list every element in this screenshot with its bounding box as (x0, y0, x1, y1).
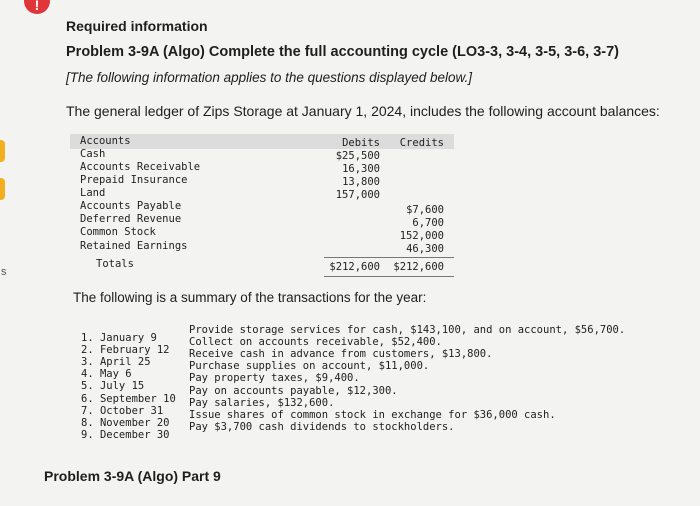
part-heading: Problem 3-9A (Algo) Part 9 (44, 468, 221, 484)
col-header-debits: Debits (342, 137, 380, 149)
transaction-date: 4. May 6 (81, 368, 132, 380)
transaction-description: Receive cash in advance from customers, $13,800. (189, 348, 493, 360)
account-name: Prepaid Insurance (80, 174, 188, 186)
credit-value: $7,600 (406, 204, 444, 216)
debit-value: $25,500 (335, 150, 380, 162)
col-header-credits: Credits (399, 137, 444, 149)
credit-value: 6,700 (412, 217, 444, 229)
account-name: Accounts Receivable (80, 161, 201, 173)
side-tab-marker[interactable] (0, 140, 5, 162)
transaction-date: 6. September 10 (81, 393, 176, 405)
account-name: Retained Earnings (80, 240, 188, 252)
account-name: Common Stock (80, 226, 156, 238)
account-name: Accounts Payable (80, 200, 182, 212)
alert-icon: ! (24, 0, 50, 14)
credit-value: 152,000 (399, 230, 444, 242)
debit-value: 157,000 (335, 189, 380, 201)
col-header-accounts: Accounts (80, 135, 131, 147)
total-rule (324, 276, 454, 277)
transaction-description: Pay $3,700 cash dividends to stockholders. (189, 421, 455, 433)
transaction-date: 7. October 31 (81, 405, 164, 417)
transaction-description: Provide storage services for cash, $143,100, and on account, $56,700. (189, 324, 626, 336)
account-name: Deferred Revenue (80, 213, 182, 225)
transaction-date: 8. November 20 (81, 417, 170, 429)
transaction-date: 1. January 9 (81, 332, 157, 344)
transaction-date: 9. December 30 (81, 429, 170, 441)
subtotal-rule (324, 257, 454, 258)
ledger-intro: The general ledger of Zips Storage at January 1, 2024, includes the following account balances: (66, 103, 660, 119)
transaction-date: 5. July 15 (81, 380, 145, 392)
transaction-description: Pay salaries, $132,600. (189, 397, 335, 409)
instruction-note: [The following information applies to the questions displayed below.] (66, 70, 472, 85)
total-credits: $212,600 (393, 261, 444, 273)
required-information-heading: Required information (66, 18, 208, 34)
transaction-description: Collect on accounts receivable, $52,400. (189, 336, 442, 348)
transaction-description: Pay on accounts payable, $12,300. (189, 385, 398, 397)
edge-text: s (1, 266, 7, 278)
side-tab-marker[interactable] (0, 178, 5, 200)
account-name: Cash (80, 148, 106, 160)
transaction-date: 3. April 25 (81, 356, 151, 368)
transactions-intro: The following is a summary of the transactions for the year: (73, 290, 427, 305)
general-ledger-table (70, 134, 454, 280)
transaction-description: Pay property taxes, $9,400. (189, 372, 360, 384)
transaction-description: Purchase supplies on account, $11,000. (189, 360, 430, 372)
debit-value: 16,300 (342, 163, 380, 175)
account-name: Land (80, 187, 106, 199)
transaction-description: Issue shares of common stock in exchange for $36,000 cash. (189, 409, 556, 421)
debit-value: 13,800 (342, 176, 380, 188)
total-debits: $212,600 (329, 261, 380, 273)
totals-label: Totals (96, 258, 134, 270)
transaction-date: 2. February 12 (81, 344, 170, 356)
problem-title: Problem 3-9A (Algo) Complete the full accounting cycle (LO3-3, 3-4, 3-5, 3-6, 3-7) (66, 44, 619, 60)
credit-value: 46,300 (406, 243, 444, 255)
